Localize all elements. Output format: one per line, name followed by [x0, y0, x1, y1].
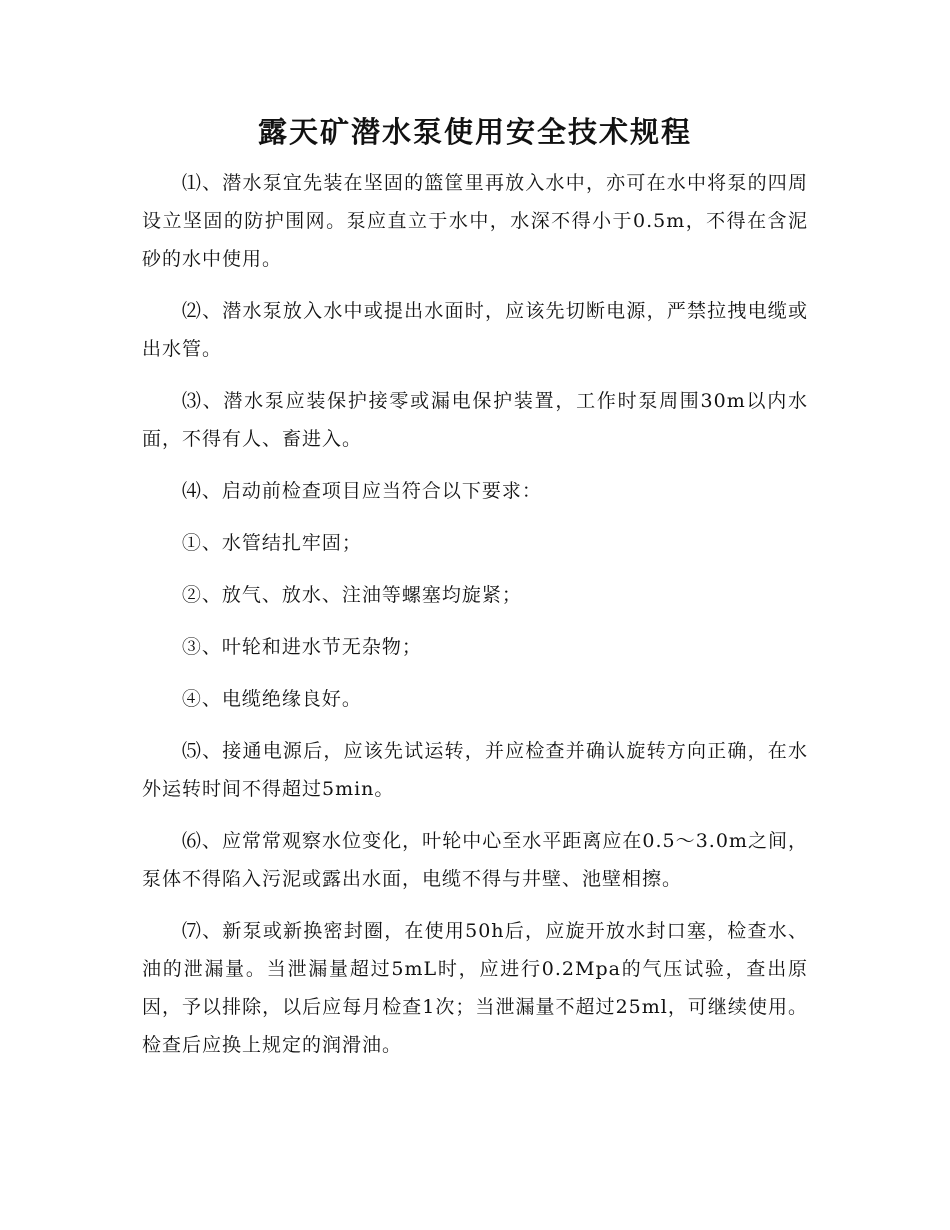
- check-item-2: ②、放气、放水、注油等螺塞均旋紧；: [181, 584, 522, 606]
- check-item-1: ①、水管结扎牢固；: [181, 532, 362, 554]
- document-title: 露天矿潜水泵使用安全技术规程: [257, 115, 692, 149]
- paragraph-1-pump-placement: ⑴、潜水泵宜先装在坚固的篮筐里再放入水中，亦可在水中将泵的四周设立坚固的防护围网。泵应直立于水中，水深不得小于0.5m，不得在含泥砂的水中使用。: [142, 172, 808, 270]
- paragraph-7-seal-inspection: ⑺、新泵或新换密封圈，在使用50h后，应旋开放水封口塞，检查水、油的泄漏量。当泄漏量超过5mL时，应进行0.2Mpa的气压试验，查出原因，予以排除，以后应每月检查1次；当泄漏量不超过25ml，可继续使用。检查后应换上规定的润滑油。: [142, 920, 808, 1056]
- paragraph-3-protection-device: ⑶、潜水泵应装保护接零或漏电保护装置，工作时泵周围30m以内水面，不得有人、畜进入。: [142, 390, 808, 450]
- paragraph-5-trial-run: ⑸、接通电源后，应该先试运转，并应检查并确认旋转方向正确，在水外运转时间不得超过5min。: [142, 740, 808, 800]
- check-item-3: ③、叶轮和进水节无杂物；: [181, 636, 422, 658]
- paragraph-6-water-level: ⑹、应常常观察水位变化，叶轮中心至水平距离应在0.5～3.0m之间，泵体不得陷入污泥或露出水面，电缆不得与井壁、池壁相擦。: [142, 830, 808, 890]
- paragraph-4-startup-checks: ⑷、启动前检查项目应当符合以下要求：: [181, 480, 542, 502]
- document-body: [142, 164, 808, 1078]
- paragraph-2-power-off: ⑵、潜水泵放入水中或提出水面时，应该先切断电源，严禁拉拽电缆或出水管。: [142, 300, 808, 360]
- check-item-4: ④、电缆绝缘良好。: [181, 688, 362, 710]
